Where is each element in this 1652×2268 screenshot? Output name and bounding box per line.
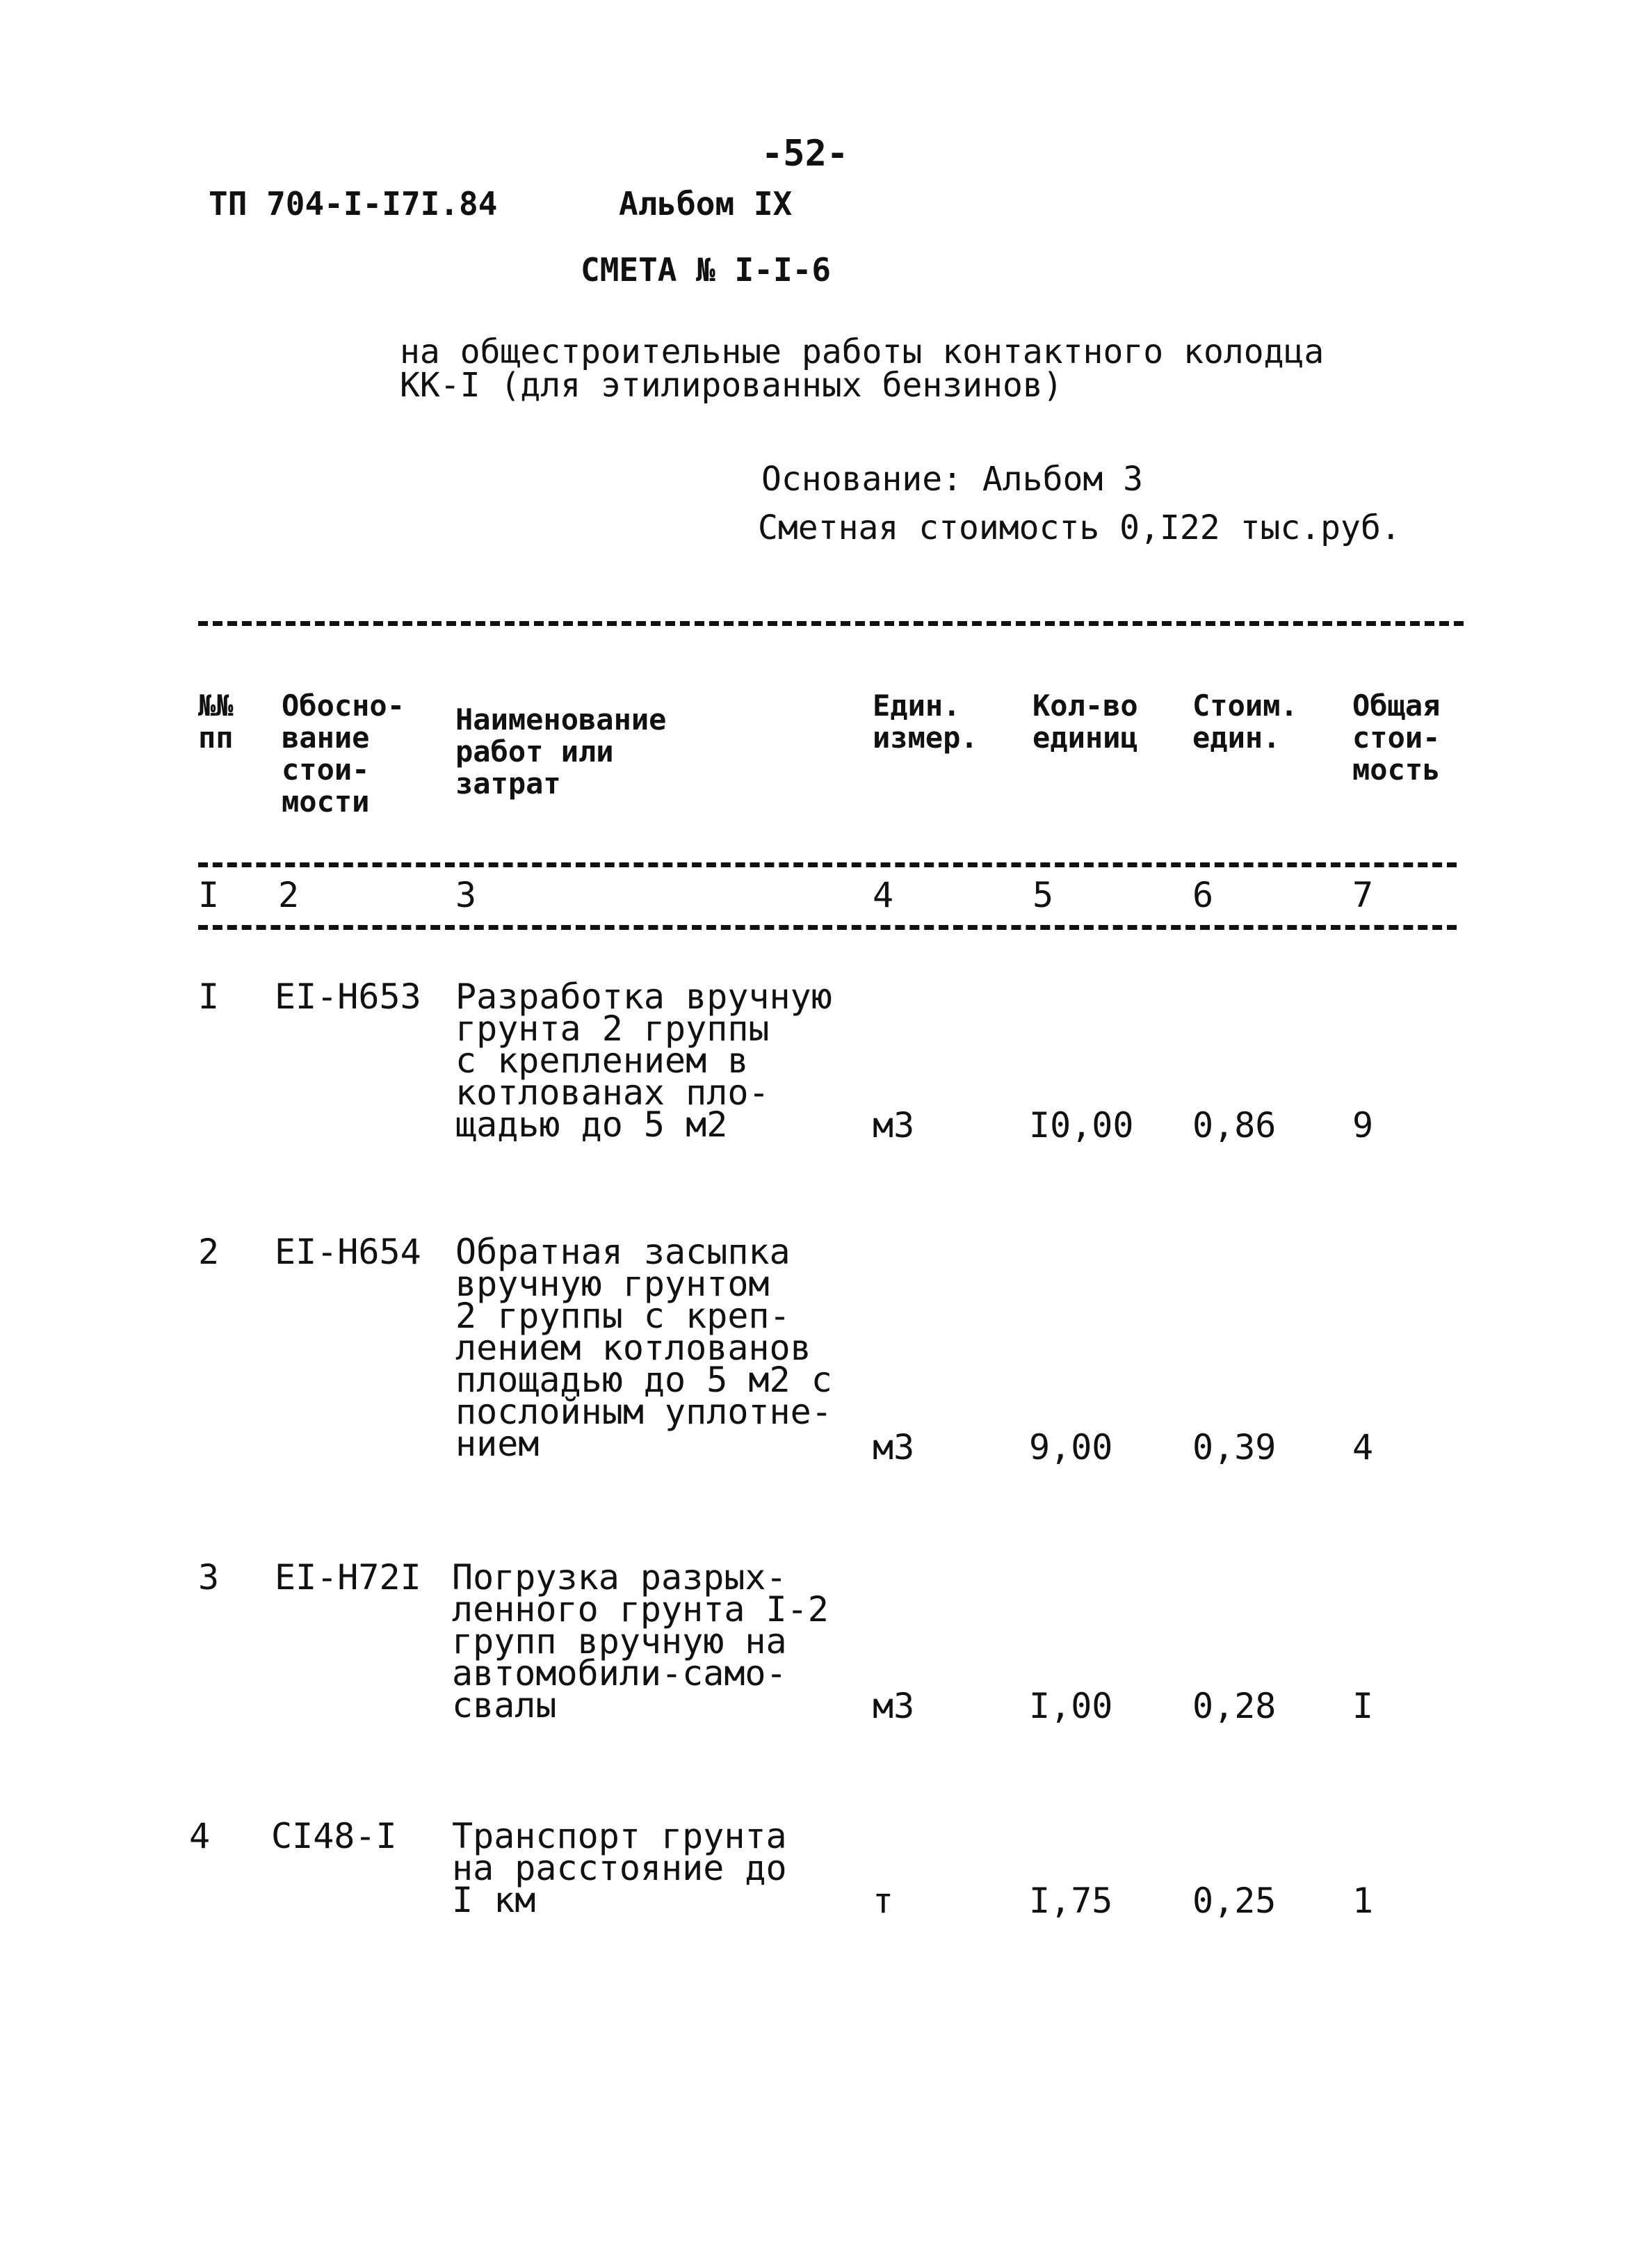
row-3-total-cost: I — [1352, 1686, 1374, 1726]
row-2-unit: м3 — [873, 1427, 915, 1467]
row-1-name: Разработка вручную грунта 2 группы с креплением в котлованах пло- щадью до 5 м2 — [455, 976, 832, 1145]
row-4-basis: CI48-I — [271, 1816, 397, 1856]
row-3-quantity: I,00 — [1029, 1686, 1113, 1726]
column-numbers-bottom-rule — [198, 925, 1457, 930]
row-4-unit: т — [873, 1881, 894, 1921]
subject-line-2: КК-I (для этилированных бензинов) — [400, 366, 1063, 405]
row-4-total-cost: 1 — [1352, 1881, 1374, 1921]
row-1-quantity: I0,00 — [1029, 1105, 1134, 1145]
row-4-unit-cost: 0,25 — [1192, 1881, 1277, 1921]
col-header-total-cost: Общая стои- мость — [1352, 689, 1441, 787]
row-3-name: Погрузка разрых- ленного грунта I-2 групп вручную на автомобили-само- свалы — [452, 1557, 829, 1726]
cost-line: Сметная стоимость 0,I22 тыс.руб. — [758, 508, 1401, 547]
row-1-unit-cost: 0,86 — [1192, 1105, 1277, 1145]
table-top-rule — [198, 621, 1464, 626]
row-2-total-cost: 4 — [1352, 1427, 1374, 1467]
row-1-basis: EI-H653 — [275, 976, 421, 1017]
row-1-total-cost: 9 — [1352, 1105, 1374, 1145]
row-3-unit: м3 — [873, 1686, 915, 1726]
row-1-unit: м3 — [873, 1105, 915, 1145]
row-3-basis: EI-H72I — [275, 1557, 421, 1598]
column-number: 7 — [1352, 875, 1374, 915]
column-number: 5 — [1032, 875, 1054, 915]
row-4-quantity: I,75 — [1029, 1881, 1113, 1921]
row-2-quantity: 9,00 — [1029, 1427, 1113, 1467]
row-4-name: Транспорт грунта на расстояние до I км — [452, 1816, 787, 1920]
row-2-basis: EI-H654 — [275, 1232, 421, 1272]
estimate-title: СМЕТА № I-I-6 — [581, 251, 832, 289]
col-header-name: Наименование работ или затрат — [455, 702, 667, 801]
row-3-unit-cost: 0,28 — [1192, 1686, 1277, 1726]
row-2-number: 2 — [198, 1232, 220, 1272]
basis-line: Основание: Альбом 3 — [761, 460, 1144, 499]
subject-line-1: на общестроительные работы контактного колодца — [400, 332, 1325, 371]
document-code: ТП 704-I-I7I.84 — [209, 185, 498, 223]
col-header-unit-cost: Стоим. един. — [1192, 689, 1298, 755]
column-number: 2 — [278, 875, 300, 915]
row-1-number: I — [198, 976, 220, 1017]
col-header-unit: Един. измер. — [873, 689, 978, 755]
row-3-number: 3 — [198, 1557, 220, 1598]
column-numbers-top-rule — [198, 862, 1457, 867]
row-2-name: Обратная засыпка вручную грунтом 2 группы с креп- лением котлованов площадью до 5 м2 с послойным уплотне- нием — [455, 1232, 832, 1464]
column-number: I — [198, 875, 220, 915]
col-header-basis: Обосно- вание стои- мости — [282, 689, 405, 819]
column-number: 4 — [873, 875, 894, 915]
col-header-quantity: Кол-во единиц — [1032, 689, 1138, 755]
column-number: 6 — [1192, 875, 1214, 915]
page-number: -52- — [761, 133, 849, 175]
col-header-number: №№ пп — [198, 689, 234, 755]
row-2-unit-cost: 0,39 — [1192, 1427, 1277, 1467]
album-label: Альбом IX — [619, 185, 793, 223]
row-4-number: 4 — [189, 1816, 211, 1856]
column-number: 3 — [455, 875, 477, 915]
